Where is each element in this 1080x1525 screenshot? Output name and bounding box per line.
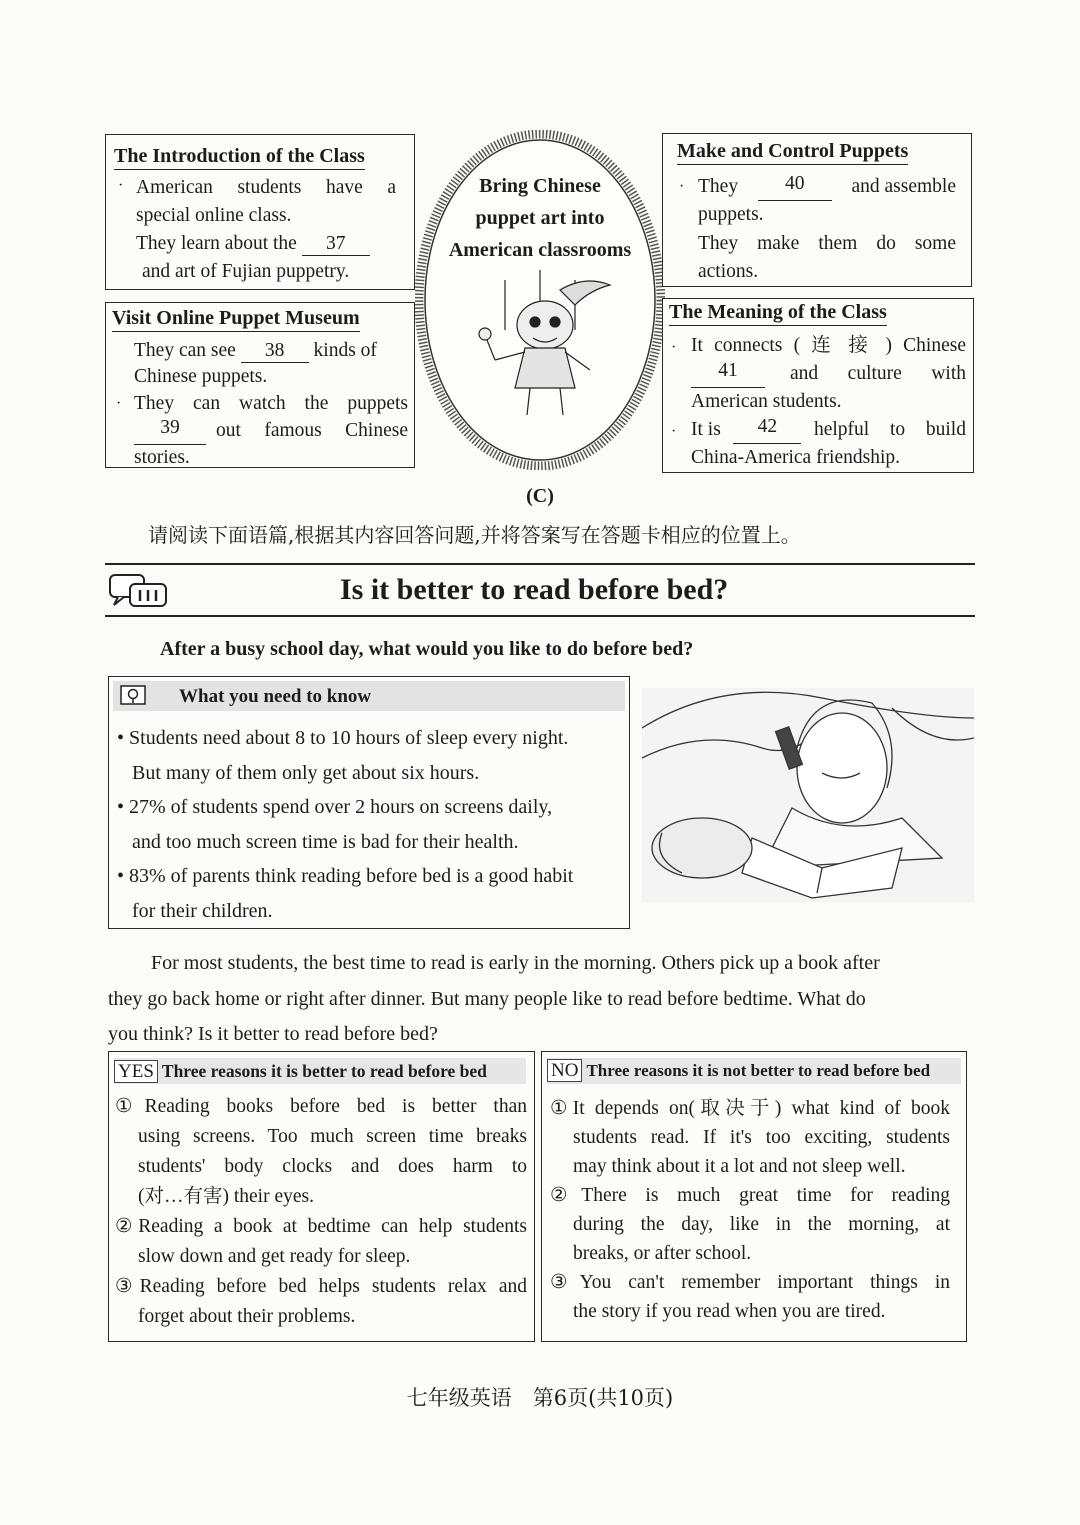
passage-line: they go back home or right after dinner. But many people like to read before bedtime. What do <box>108 987 866 1010</box>
center-title-line: Bring Chinese <box>479 175 601 197</box>
text: students <box>237 177 302 198</box>
blank-38[interactable]: 38 <box>241 340 309 363</box>
no-reason-line: breaks, or after school. <box>573 1243 752 1264</box>
know-bullet-1b: But many of them only get about six hours. <box>132 761 480 784</box>
text: puppets. <box>698 204 764 225</box>
text: They make them do some <box>698 233 956 254</box>
bullet: · <box>118 177 124 194</box>
question: After a busy school day, what would you like to do before bed? <box>160 638 694 660</box>
text: American <box>136 177 213 198</box>
bullet: · <box>671 339 677 356</box>
blank-37[interactable]: 37 <box>302 233 370 256</box>
blank-42[interactable]: 42 <box>733 416 801 444</box>
yes-header-text: Three reasons it is better to read before bed <box>161 1061 487 1081</box>
no-reason-line: the story if you read when you are tired. <box>573 1301 886 1322</box>
yes-reason-line: students' body clocks and does harm to <box>138 1156 527 1177</box>
divider <box>105 615 975 617</box>
yes-reason-line: forget about their problems. <box>138 1306 356 1327</box>
make-title: Make and Control Puppets <box>677 140 908 165</box>
intro-title: The Introduction of the Class <box>114 145 365 170</box>
yes-reason-line: ③Reading before bed helps students relax and <box>115 1276 527 1297</box>
yes-reason-line: ②Reading a book at bedtime can help students <box>115 1216 527 1237</box>
text: China-America friendship. <box>691 447 901 468</box>
text: and art of Fujian puppetry. <box>142 261 350 282</box>
bullet: · <box>116 395 122 412</box>
passage-line: For most students, the best time to read is early in the morning. Others pick up a book after <box>151 952 880 974</box>
meaning-box <box>662 298 974 473</box>
text: kinds of <box>313 340 377 361</box>
no-reason-line: ①It depends on(取决于) what kind of book <box>550 1098 950 1119</box>
center-oval <box>415 130 665 470</box>
section-label: (C) <box>526 485 554 507</box>
no-reason-line: may think about it a lot and not sleep well. <box>573 1156 906 1177</box>
no-reason-line: during the day, like in the morning, at <box>573 1214 950 1235</box>
no-reason-line: ③You can't remember important things in <box>550 1272 950 1293</box>
know-bullet-2b: and too much screen time is bad for their health. <box>132 830 519 853</box>
center-title-line: American classrooms <box>448 239 632 261</box>
text: American students. <box>691 391 842 412</box>
text: They <box>698 176 739 197</box>
no-reason-line: ②There is much great time for reading <box>550 1185 950 1206</box>
no-tag: NO <box>547 1059 582 1082</box>
girl-reading-illustration <box>642 688 974 902</box>
text: They learn about the <box>136 233 297 254</box>
museum-title: Visit Online Puppet Museum <box>112 307 360 332</box>
text: actions. <box>698 261 759 282</box>
know-title: What you need to know <box>179 686 372 707</box>
yes-reason-line: slow down and get ready for sleep. <box>138 1246 411 1267</box>
yes-box <box>108 1051 535 1342</box>
text: and culture with <box>790 363 966 384</box>
no-header-text: Three reasons it is not better to read before bed <box>586 1061 931 1080</box>
text: It is <box>691 419 721 440</box>
text: a <box>387 177 396 198</box>
blank-40[interactable]: 40 <box>758 173 832 201</box>
section-title: Is it better to read before bed? <box>340 573 729 606</box>
no-header <box>547 1058 961 1084</box>
know-bullet-1a: • Students need about 8 to 10 hours of sleep every night. <box>117 727 569 749</box>
text: and assemble <box>851 176 956 197</box>
text: It connects ( 连 接 ) Chinese <box>691 335 966 356</box>
know-box <box>108 676 630 929</box>
text: helpful to build <box>813 419 966 440</box>
text: have <box>325 177 363 198</box>
blank-41[interactable]: 41 <box>691 360 765 388</box>
yes-reason-line: (对…有害) their eyes. <box>138 1186 314 1207</box>
divider <box>105 563 975 565</box>
chat-bubbles-icon <box>108 572 170 612</box>
museum-box <box>105 302 415 468</box>
yes-header <box>114 1058 526 1084</box>
center-title-line: puppet art into <box>475 207 605 229</box>
text: out famous Chinese <box>216 420 408 441</box>
text: They can watch the puppets <box>134 393 408 414</box>
text: stories. <box>134 447 190 468</box>
no-box <box>541 1051 967 1342</box>
passage-line: you think? Is it better to read before bed? <box>108 1023 438 1045</box>
blank-39[interactable]: 39 <box>134 417 206 445</box>
text: They can see <box>134 340 236 361</box>
yes-tag: YES <box>114 1060 158 1083</box>
page-footer: 七年级英语 第6页(共10页) <box>406 1386 674 1410</box>
lightbulb-book-icon <box>119 683 149 709</box>
bullet: · <box>671 423 677 440</box>
intro-box <box>105 134 415 290</box>
yes-reason-line: using screens. Too much screen time breaks <box>138 1126 527 1147</box>
yes-reason-line: ①Reading books before bed is better than <box>115 1096 527 1117</box>
meaning-title: The Meaning of the Class <box>669 301 887 326</box>
monkey-puppet-illustration <box>465 270 615 420</box>
passage <box>108 946 958 1053</box>
know-bullet-3b: for their children. <box>132 899 273 922</box>
bullet: · <box>679 178 685 195</box>
know-bullet-3a: • 83% of parents think reading before bed is a good habit <box>117 865 574 887</box>
instruction: 请阅读下面语篇,根据其内容回答问题,并将答案写在答题卡相应的位置上。 <box>148 523 801 547</box>
make-box <box>662 133 972 287</box>
know-bullet-2a: • 27% of students spend over 2 hours on screens daily, <box>117 796 553 818</box>
text: Chinese puppets. <box>134 366 268 387</box>
text: special online class. <box>136 205 292 226</box>
no-reason-line: students read. If it's too exciting, students <box>573 1127 950 1148</box>
